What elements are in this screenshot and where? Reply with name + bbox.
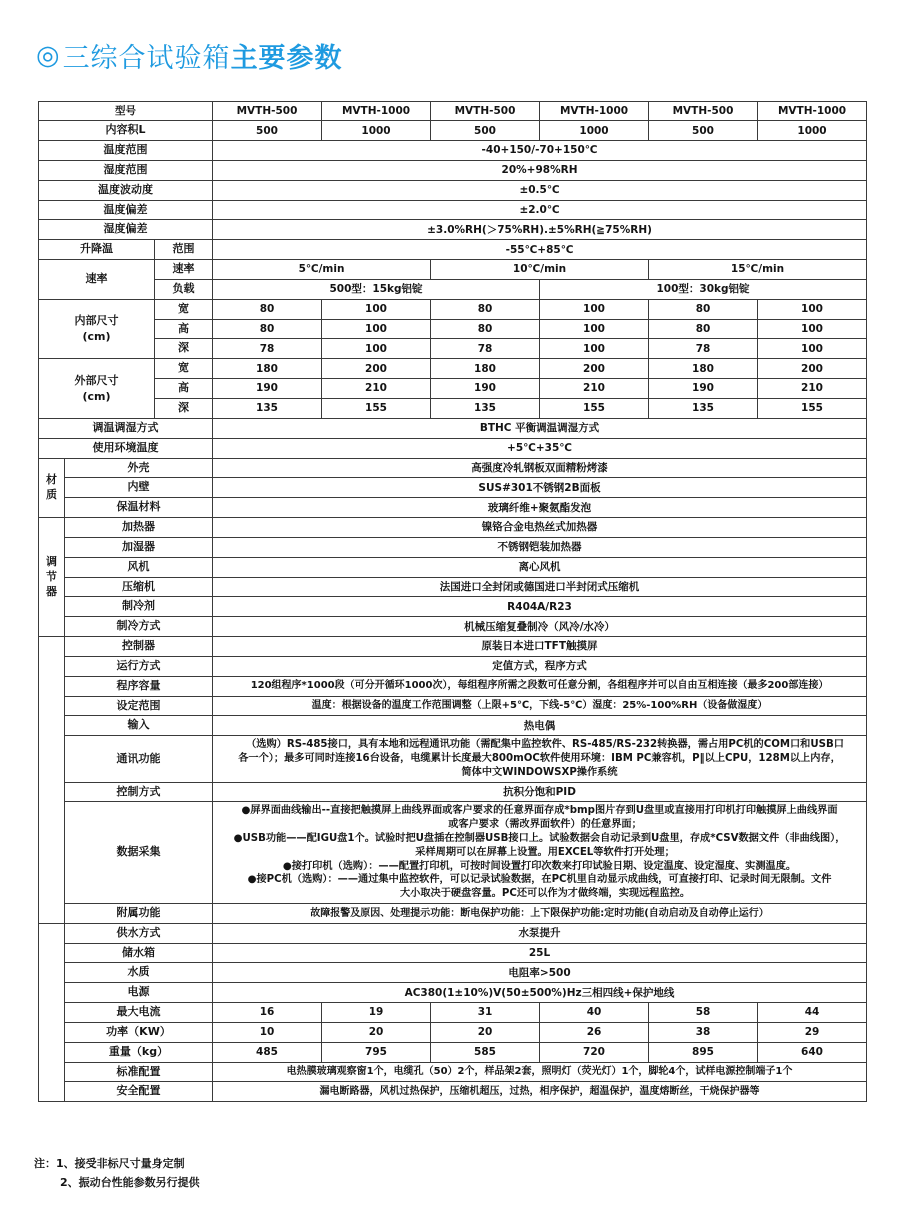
cell-model-label: 型号: [39, 102, 213, 121]
cell-weight-4: 720: [540, 1042, 649, 1062]
cell-prog-cap-value: 120组程序*1000段（可分开循环1000次），每组程序所需之段数可任意分割，各组程序并可以自由互相连接（最多200部连接）: [213, 676, 867, 696]
page-title: [36, 36, 343, 75]
cell-inner-depth-label: 深: [155, 339, 213, 359]
cell-max-current-3: 31: [431, 1003, 540, 1023]
table-row-water-quality: [39, 963, 867, 983]
cell-controller-label: 控制器: [65, 637, 213, 657]
cell-rate-value-3: 15℃/min: [649, 260, 867, 280]
table-row-input: [39, 716, 867, 736]
cell-power-kw-4: 26: [540, 1022, 649, 1042]
cell-max-current-6: 44: [758, 1003, 867, 1023]
inner-dim-title: 内部尺寸: [74, 314, 119, 328]
cell-outer-depth-4: 155: [540, 398, 649, 418]
cell-max-current-label: 最大电流: [65, 1003, 213, 1023]
cell-fan-value: 离心风机: [213, 557, 867, 577]
table-row-safety-config: [39, 1082, 867, 1102]
table-row-volume: [39, 121, 867, 141]
cell-humid-range-value: 20%+98%RH: [213, 160, 867, 180]
cell-outer-height-1: 190: [213, 379, 322, 399]
cell-input-value: 热电偶: [213, 716, 867, 736]
table-row-inner-width: [39, 299, 867, 319]
cell-inner-height-1: 80: [213, 319, 322, 339]
cell-max-current-4: 40: [540, 1003, 649, 1023]
cell-volume-1: 500: [213, 121, 322, 141]
table-row-outer-width: [39, 359, 867, 379]
cell-humidifier-label: 加湿器: [65, 537, 213, 557]
cell-water-supply-label: 供水方式: [65, 923, 213, 943]
cell-compressor-value: 法国进口全封闭或德国进口半封闭式压缩机: [213, 577, 867, 597]
cell-power-label: 电源: [65, 983, 213, 1003]
cell-water-quality-label: 水质: [65, 963, 213, 983]
cell-cooling-mode-value: 机械压缩复叠制冷（风冷/水冷）: [213, 617, 867, 637]
cell-model-1: MVTH-500: [213, 102, 322, 121]
table-row-shell: [39, 458, 867, 478]
data-acq-line-6: ●接PC机（选购）：——通过集中监控软件，可以记录试验数据，在PC机里自动显示成曲线，可直接打印、记录时间无限制。文件: [247, 874, 832, 886]
cell-volume-5: 500: [649, 121, 758, 141]
cell-rate-group-label: 速率: [39, 260, 155, 300]
cell-temp-dev-value: ±2.0℃: [213, 200, 867, 220]
table-row-compressor: [39, 577, 867, 597]
cell-temp-dev-label: 温度偏差: [39, 200, 213, 220]
footer-note-2: 2、振动台性能参数另行提供: [60, 1175, 200, 1189]
table-row-humid-dev: [39, 220, 867, 240]
cell-inner-wall-value: SUS#301不锈钢2B面板: [213, 478, 867, 498]
cell-inner-height-5: 80: [649, 319, 758, 339]
cell-utility-group-blank: [39, 923, 65, 1102]
cell-rate-value-2: 10℃/min: [431, 260, 649, 280]
cell-std-config-label: 标准配置: [65, 1062, 213, 1082]
data-acq-line-2: 或客户要求（需改界面软件）的任意界面；: [448, 819, 642, 831]
outer-dim-unit: (cm): [82, 389, 111, 403]
cell-load-value-2: 100型：30kg铝锭: [540, 279, 867, 299]
cell-model-6: MVTH-1000: [758, 102, 867, 121]
cell-outer-depth-label: 深: [155, 398, 213, 418]
cell-rate-sub-label: 速率: [155, 260, 213, 280]
cell-ambient-value: +5℃+35℃: [213, 438, 867, 458]
cell-temp-fluct-label: 温度波动度: [39, 180, 213, 200]
cell-inner-depth-3: 78: [431, 339, 540, 359]
table-row-controller: [39, 637, 867, 657]
cell-ramp-label: 升降温: [39, 240, 155, 260]
table-row-std-config: [39, 1062, 867, 1082]
cell-ctrl-type-value: 抗积分饱和PID: [213, 782, 867, 802]
cell-outer-depth-3: 135: [431, 398, 540, 418]
cell-inner-height-2: 100: [322, 319, 431, 339]
cell-shell-value: 高强度冷轧钢板双面精粉烤漆: [213, 458, 867, 478]
cell-inner-width-label: 宽: [155, 299, 213, 319]
cell-data-acq-label: 数据采集: [65, 802, 213, 903]
title-bullet-icon: ◎: [36, 40, 61, 71]
table-row-inner-height: [39, 319, 867, 339]
table-row-water-tank: [39, 943, 867, 963]
cell-water-quality-value: 电阻率>500: [213, 963, 867, 983]
cell-load-value-1: 500型：15kg铝锭: [213, 279, 540, 299]
table-row-cooling-mode: [39, 617, 867, 637]
cell-cooling-mode-label: 制冷方式: [65, 617, 213, 637]
cell-outer-height-4: 210: [540, 379, 649, 399]
table-row-outer-height: [39, 379, 867, 399]
cell-outer-depth-2: 155: [322, 398, 431, 418]
table-row-control-mode: [39, 418, 867, 438]
cell-temp-range-value: -40+150/-70+150℃: [213, 141, 867, 161]
cell-volume-2: 1000: [322, 121, 431, 141]
cell-volume-6: 1000: [758, 121, 867, 141]
table-row-set-range: [39, 696, 867, 716]
cell-regulator-group-label: [39, 518, 65, 637]
cell-model-2: MVTH-1000: [322, 102, 431, 121]
table-row-humidifier: [39, 537, 867, 557]
cell-outer-width-2: 200: [322, 359, 431, 379]
cell-weight-5: 895: [649, 1042, 758, 1062]
table-row-ramp-scope: [39, 240, 867, 260]
cell-outer-width-6: 200: [758, 359, 867, 379]
table-row-run-mode: [39, 656, 867, 676]
cell-power-kw-label: 功率（KW）: [65, 1022, 213, 1042]
cell-inner-height-6: 100: [758, 319, 867, 339]
cell-volume-3: 500: [431, 121, 540, 141]
cell-control-mode-value: BTHC 平衡调温调湿方式: [213, 418, 867, 438]
cell-humid-range-label: 湿度范围: [39, 160, 213, 180]
cell-input-label: 输入: [65, 716, 213, 736]
cell-run-mode-label: 运行方式: [65, 656, 213, 676]
table-row-power-kw: [39, 1022, 867, 1042]
cell-inner-depth-2: 100: [322, 339, 431, 359]
cell-inner-height-3: 80: [431, 319, 540, 339]
table-row-heater: [39, 518, 867, 538]
cell-heater-label: 加热器: [65, 518, 213, 538]
cell-power-kw-6: 29: [758, 1022, 867, 1042]
cell-inner-width-3: 80: [431, 299, 540, 319]
regulator-group-text: 调节器: [46, 554, 57, 598]
cell-model-4: MVTH-1000: [540, 102, 649, 121]
cell-inner-depth-1: 78: [213, 339, 322, 359]
cell-prog-cap-label: 程序容量: [65, 676, 213, 696]
cell-outer-width-1: 180: [213, 359, 322, 379]
cell-inner-depth-6: 100: [758, 339, 867, 359]
footer-note-1: 注：1、接受非标尺寸量身定制: [34, 1157, 185, 1170]
table-row-rate: [39, 260, 867, 280]
cell-outer-height-5: 190: [649, 379, 758, 399]
cell-outer-width-4: 200: [540, 359, 649, 379]
table-row-weight: [39, 1042, 867, 1062]
cell-inner-width-1: 80: [213, 299, 322, 319]
spec-table: [38, 101, 867, 1102]
cell-compressor-label: 压缩机: [65, 577, 213, 597]
cell-rate-value-1: 5℃/min: [213, 260, 431, 280]
cell-safety-config-value: 漏电断路器，风机过热保护，压缩机超压，过热，相序保护，超温保护，温度熔断丝，干烧保护器等: [213, 1082, 867, 1102]
table-row-humid-range: [39, 160, 867, 180]
cell-inner-depth-5: 78: [649, 339, 758, 359]
cell-inner-height-label: 高: [155, 319, 213, 339]
table-row-aux-func: [39, 903, 867, 923]
table-row-temp-dev: [39, 200, 867, 220]
data-acq-line-5: ●接打印机（选购）：——配置打印机，可按时间设置打印次数来打印试验日期、设定温度、设定湿度、实测温度。: [282, 860, 797, 872]
footer-notes: [34, 1155, 200, 1192]
cell-humid-dev-value: ±3.0%RH(＞75%RH).±5%RH(≧75%RH): [213, 220, 867, 240]
spec-table-wrapper: [38, 101, 866, 1102]
cell-outer-depth-5: 135: [649, 398, 758, 418]
cell-run-mode-value: 定值方式，程序方式: [213, 656, 867, 676]
cell-volume-label: 内容积L: [39, 121, 213, 141]
table-row-comm: [39, 736, 867, 782]
cell-inner-wall-label: 内壁: [65, 478, 213, 498]
cell-inner-dim-label: [39, 299, 155, 359]
outer-dim-title: 外部尺寸: [74, 373, 119, 387]
cell-power-kw-2: 20: [322, 1022, 431, 1042]
cell-model-3: MVTH-500: [431, 102, 540, 121]
cell-outer-height-label: 高: [155, 379, 213, 399]
cell-volume-4: 1000: [540, 121, 649, 141]
cell-set-range-label: 设定范围: [65, 696, 213, 716]
cell-aux-func-value: 故障报警及原因、处理提示功能：断电保护功能：上下限保护功能:定时功能(自动启动及自动停止运行）: [213, 903, 867, 923]
cell-control-mode-label: 调温调湿方式: [39, 418, 213, 438]
cell-data-acq-value: [213, 802, 867, 903]
cell-power-value: AC380(1±10%)V(50±500%)Hz三相四线+保护地线: [213, 983, 867, 1003]
cell-comm-label: 通讯功能: [65, 736, 213, 782]
table-row-outer-depth: [39, 398, 867, 418]
cell-weight-3: 585: [431, 1042, 540, 1062]
cell-max-current-1: 16: [213, 1003, 322, 1023]
cell-outer-width-3: 180: [431, 359, 540, 379]
data-acq-line-7: 大小取决于硬盘容量。PC还可以作为才做终端，实现远程监控。: [400, 888, 691, 900]
inner-dim-unit: (cm): [82, 330, 111, 344]
page-title-light: 三综合试验箱: [62, 43, 231, 74]
cell-humid-dev-label: 湿度偏差: [39, 220, 213, 240]
cell-max-current-2: 19: [322, 1003, 431, 1023]
comm-line-2: 各一个）；最多可同时连接16台设备，电缆累计长度最大800mOC软件使用环境：IBM PC兼容机，P‖以上CPU，128M以上内存，: [238, 753, 841, 765]
cell-weight-label: 重量（kg）: [65, 1042, 213, 1062]
comm-line-3: 简体中文WINDOWSXP操作系统: [461, 766, 618, 778]
cell-weight-2: 795: [322, 1042, 431, 1062]
cell-inner-width-6: 100: [758, 299, 867, 319]
cell-humidifier-value: 不锈钢铠装加热器: [213, 537, 867, 557]
cell-temp-fluct-value: ±0.5℃: [213, 180, 867, 200]
cell-water-supply-value: 水泵提升: [213, 923, 867, 943]
data-acq-line-4: 采样周期可以在屏幕上设置。用EXCEL等软件打开处理；: [415, 846, 675, 858]
cell-power-kw-5: 38: [649, 1022, 758, 1042]
cell-insulation-label: 保温材料: [65, 498, 213, 518]
cell-refrigerant-label: 制冷剂: [65, 597, 213, 617]
cell-max-current-5: 58: [649, 1003, 758, 1023]
table-row-fan: [39, 557, 867, 577]
cell-ctrl-type-label: 控制方式: [65, 782, 213, 802]
table-row-temp-range: [39, 141, 867, 161]
table-row-load: [39, 279, 867, 299]
cell-temp-range-label: 温度范围: [39, 141, 213, 161]
cell-outer-height-2: 210: [322, 379, 431, 399]
cell-weight-6: 640: [758, 1042, 867, 1062]
cell-water-tank-value: 25L: [213, 943, 867, 963]
cell-material-group-label: 材质: [39, 458, 65, 518]
cell-outer-height-6: 210: [758, 379, 867, 399]
cell-outer-depth-6: 155: [758, 398, 867, 418]
cell-ramp-scope-value: -55℃+85℃: [213, 240, 867, 260]
table-row-data-acq: [39, 802, 867, 903]
cell-inner-height-4: 100: [540, 319, 649, 339]
table-row-water-supply: [39, 923, 867, 943]
cell-controller-group-blank: [39, 637, 65, 924]
cell-load-label: 负载: [155, 279, 213, 299]
table-row-inner-depth: [39, 339, 867, 359]
cell-power-kw-3: 20: [431, 1022, 540, 1042]
comm-line-1: （选购）RS-485接口，具有本地和远程通讯功能（需配集中监控软件、RS-485/RS-232转换器，需占用PC机的COM口和USB口: [246, 739, 844, 751]
cell-controller-value: 原装日本进口TFT触摸屏: [213, 637, 867, 657]
table-row-max-current: [39, 1003, 867, 1023]
cell-refrigerant-value: R404A/R23: [213, 597, 867, 617]
cell-set-range-value: 温度：根据设备的温度工作范围调整（上限+5℃，下线-5℃）湿度：25%-100%RH（设备做湿度）: [213, 696, 867, 716]
data-acq-line-3: ●USB功能——配IGU盘1个。试验时把U盘插在控制器USB接口上。试验数据会自动记录到U盘里，存成*CSV数据文件（非曲线图），: [233, 833, 846, 844]
cell-ambient-label: 使用环境温度: [39, 438, 213, 458]
cell-aux-func-label: 附属功能: [65, 903, 213, 923]
cell-safety-config-label: 安全配置: [65, 1082, 213, 1102]
table-row-insulation: [39, 498, 867, 518]
table-row-temp-fluct: [39, 180, 867, 200]
cell-power-kw-1: 10: [213, 1022, 322, 1042]
table-row-power: [39, 983, 867, 1003]
cell-outer-width-label: 宽: [155, 359, 213, 379]
cell-inner-width-2: 100: [322, 299, 431, 319]
cell-inner-width-4: 100: [540, 299, 649, 319]
cell-water-tank-label: 储水箱: [65, 943, 213, 963]
cell-insulation-value: 玻璃纤维+聚氨酯发泡: [213, 498, 867, 518]
cell-outer-depth-1: 135: [213, 398, 322, 418]
cell-model-5: MVTH-500: [649, 102, 758, 121]
table-row-model: [39, 102, 867, 121]
cell-outer-width-5: 180: [649, 359, 758, 379]
cell-comm-value: [213, 736, 867, 782]
table-row-inner-wall: [39, 478, 867, 498]
cell-ramp-scope-label: 范围: [155, 240, 213, 260]
cell-fan-label: 风机: [65, 557, 213, 577]
cell-heater-value: 镍铬合金电热丝式加热器: [213, 518, 867, 538]
table-row-refrigerant: [39, 597, 867, 617]
cell-inner-width-5: 80: [649, 299, 758, 319]
cell-outer-height-3: 190: [431, 379, 540, 399]
page-title-bold: 主要参数: [230, 43, 343, 74]
table-row-ctrl-type: [39, 782, 867, 802]
cell-outer-dim-label: [39, 359, 155, 419]
data-acq-line-1: ●屏界面曲线输出--直接把触摸屏上曲线界面或客户要求的任意界面存成*bmp图片存到U盘里或直接用打印机打印触摸屏上曲线界面: [241, 805, 838, 817]
cell-inner-depth-4: 100: [540, 339, 649, 359]
cell-std-config-value: 电热膜玻璃观察窗1个，电缆孔（50）2个，样品架2套，照明灯（荧光灯）1个，脚轮4个，试样电源控制端子1个: [213, 1062, 867, 1082]
table-row-prog-capacity: [39, 676, 867, 696]
cell-shell-label: 外壳: [65, 458, 213, 478]
cell-weight-1: 485: [213, 1042, 322, 1062]
table-row-ambient: [39, 438, 867, 458]
